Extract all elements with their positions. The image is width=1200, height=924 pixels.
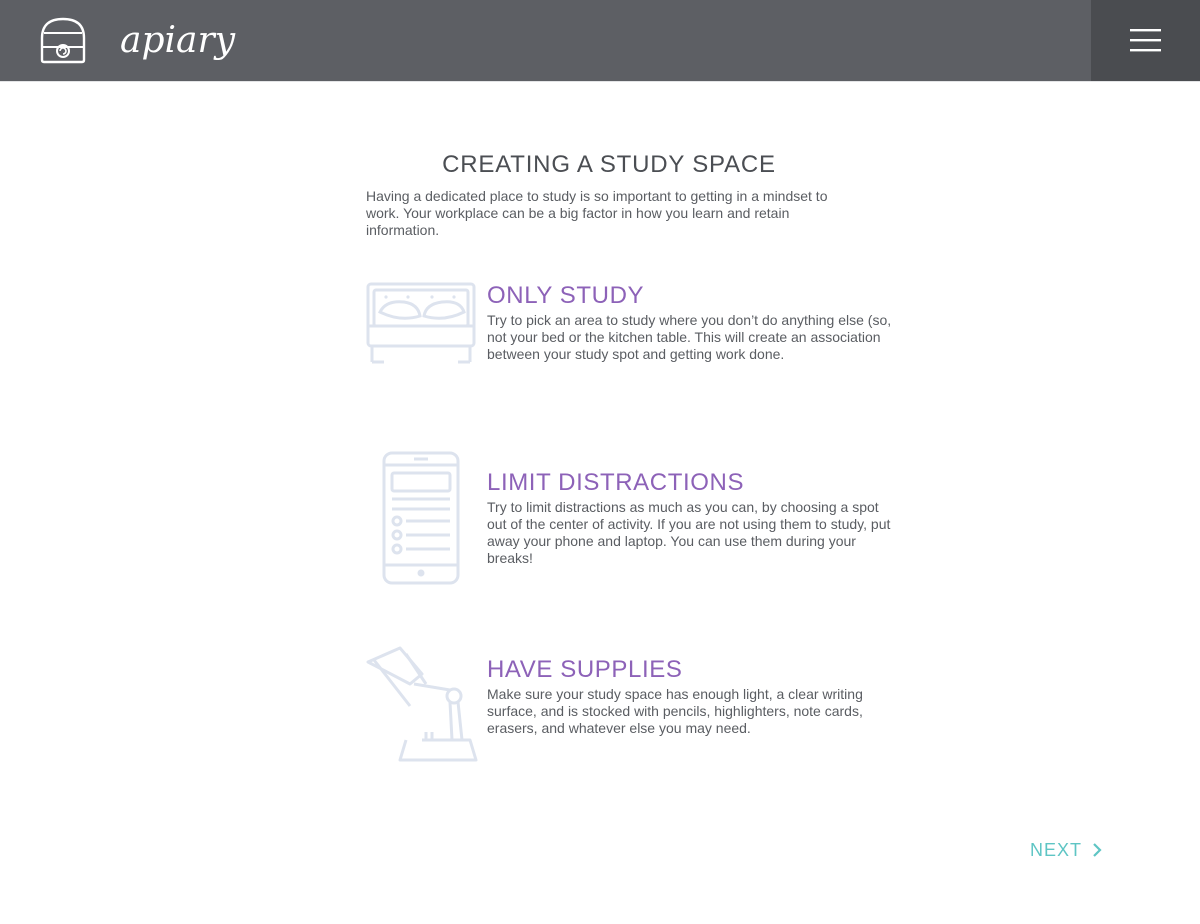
- bed-icon: [366, 282, 478, 366]
- section-text-limit-distractions: Try to limit distractions as much as you can, by choosing a spot out of the center of activity. If you are not using them to study, put away your phone and laptop. You can use them during your breaks!: [487, 499, 891, 566]
- desk-lamp-icon: [366, 644, 480, 764]
- brand-name: apiary: [120, 20, 236, 61]
- phone-icon: [382, 451, 460, 585]
- chevron-right-icon: [1092, 842, 1102, 858]
- beehive-icon[interactable]: [38, 16, 88, 66]
- section-title-limit-distractions: LIMIT DISTRACTIONS: [487, 469, 745, 496]
- next-label: NEXT: [1030, 839, 1083, 860]
- next-button[interactable]: [1030, 838, 1102, 862]
- section-text-only-study: Try to pick an area to study where you don’t do anything else (so, not your bed or the kitchen table. This will create an association between your study spot and getting work done.: [487, 312, 892, 362]
- brand-logo[interactable]: [118, 18, 238, 73]
- section-text-have-supplies: Make sure your study space has enough light, a clear writing surface, and is stocked with pencils, highlighters, note cards, erasers, and whatever else you may need.: [487, 686, 863, 736]
- menu-button[interactable]: [1091, 0, 1200, 81]
- page-title: CREATING A STUDY SPACE: [442, 151, 776, 178]
- top-bar: [0, 0, 1200, 82]
- section-title-have-supplies: HAVE SUPPLIES: [487, 656, 683, 683]
- section-title-only-study: ONLY STUDY: [487, 282, 645, 309]
- hamburger-menu-icon: [1130, 28, 1161, 53]
- intro-text: Having a dedicated place to study is so important to getting in a mindset to work. Your workplace can be a big factor in how you learn and retain information.: [366, 188, 828, 238]
